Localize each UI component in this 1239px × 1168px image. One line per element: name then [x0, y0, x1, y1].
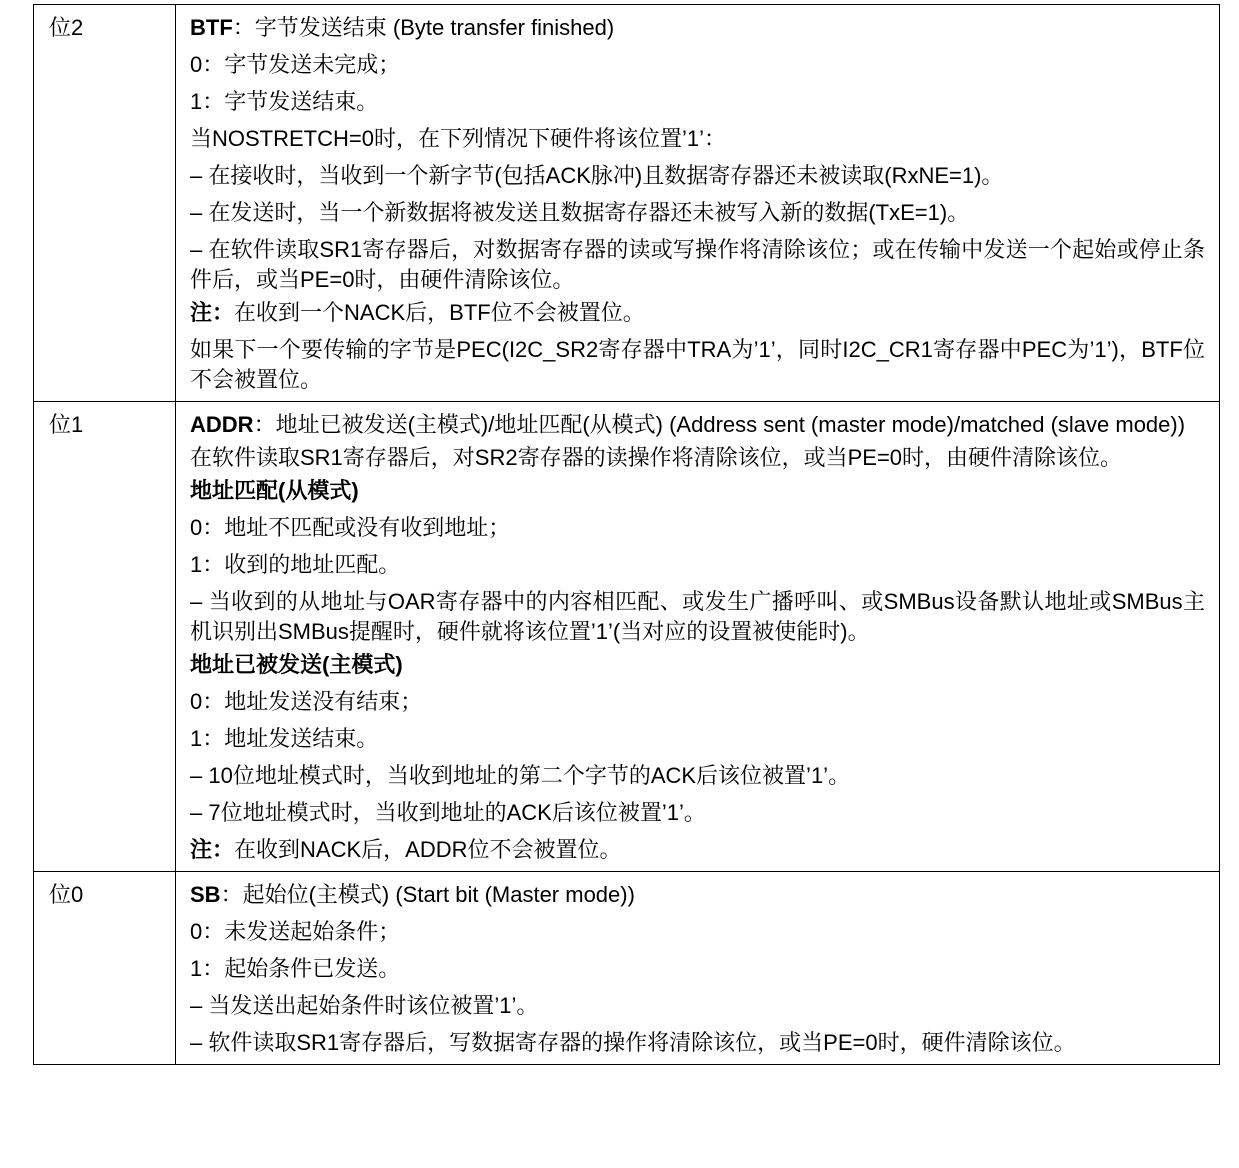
register-bit-table [33, 4, 1220, 1065]
field-title [190, 13, 1205, 43]
field-title [190, 410, 1205, 440]
bit-description [176, 402, 1220, 872]
bit-description [176, 5, 1220, 402]
description-line: – 软件读取SR1寄存器后，写数据寄存器的操作将清除该位，或当PE=0时，硬件清除该位。 [190, 1030, 1076, 1055]
description-line: 1：收到的地址匹配。 [190, 552, 401, 577]
note-label: 注： [190, 300, 235, 325]
description-line: – 当发送出起始条件时该位被置’1’。 [190, 993, 539, 1018]
table-row [34, 5, 1220, 402]
description-line: 0：字节发送未完成； [190, 52, 401, 77]
description-line: – 在接收时，当收到一个新字节(包括ACK脉冲)且数据寄存器还未被读取(RxNE=1)。 [190, 163, 1004, 188]
field-text: ：地址已被发送(主模式)/地址匹配(从模式) (Address sent (master mode)/matched (slave mode)) [253, 412, 1186, 437]
description-line: 1：起始条件已发送。 [190, 956, 401, 981]
description-line: – 7位地址模式时，当收到地址的ACK后该位被置’1’。 [190, 800, 706, 825]
note-line: 注：在收到NACK后，ADDR位不会被置位。 [190, 837, 622, 862]
field-name: ADDR [190, 412, 254, 437]
description-line: 0：地址不匹配或没有收到地址； [190, 515, 511, 540]
note-line: 注：在收到一个NACK后，BTF位不会被置位。 [190, 300, 645, 325]
note-label: 注： [190, 837, 235, 862]
table-row [34, 402, 1220, 872]
description-line: – 在发送时，当一个新数据将被发送且数据寄存器还未被写入新的数据(TxE=1)。 [190, 200, 970, 225]
description-line: 0：地址发送没有结束； [190, 689, 423, 714]
field-title [190, 880, 1205, 910]
description-line: 0：未发送起始条件； [190, 919, 401, 944]
table-row [34, 872, 1220, 1065]
bit-label: 位1 [34, 402, 176, 872]
description-line: – 10位地址模式时，当收到地址的第二个字节的ACK后该位被置’1’。 [190, 763, 851, 788]
bit-label: 位0 [34, 872, 176, 1065]
description-line: 当NOSTRETCH=0时，在下列情况下硬件将该位置’1’： [190, 126, 726, 151]
field-text: ：起始位(主模式) (Start bit (Master mode)) [220, 882, 635, 907]
description-line: 1：字节发送结束。 [190, 89, 379, 114]
bit-description [176, 872, 1220, 1065]
section-heading: 地址匹配(从模式) [190, 478, 359, 503]
description-line: – 在软件读取SR1寄存器后，对数据寄存器的读或写操作将清除该位；或在传输中发送一个起始或停止条件后，或当PE=0时，由硬件清除该位。 [190, 237, 1205, 292]
section-heading: 地址已被发送(主模式) [190, 652, 403, 677]
field-text: ：字节发送结束 (Byte transfer finished) [232, 15, 615, 40]
description-line: – 当收到的从地址与OAR寄存器中的内容相匹配、或发生广播呼叫、或SMBus设备默认地址或SMBus主机识别出SMBus提醒时，硬件就将该位置’1’(当对应的设置被使能时)。 [190, 589, 1205, 644]
field-name: SB [190, 882, 221, 907]
field-name: BTF [190, 15, 233, 40]
bit-label: 位2 [34, 5, 176, 402]
description-line: 在软件读取SR1寄存器后，对SR2寄存器的读操作将清除该位，或当PE=0时，由硬件清除该位。 [190, 445, 1123, 470]
description-line: 1：地址发送结束。 [190, 726, 379, 751]
description-line: 如果下一个要传输的字节是PEC(I2C_SR2寄存器中TRA为’1’，同时I2C_CR1寄存器中PEC为’1’)，BTF位不会被置位。 [190, 337, 1205, 392]
